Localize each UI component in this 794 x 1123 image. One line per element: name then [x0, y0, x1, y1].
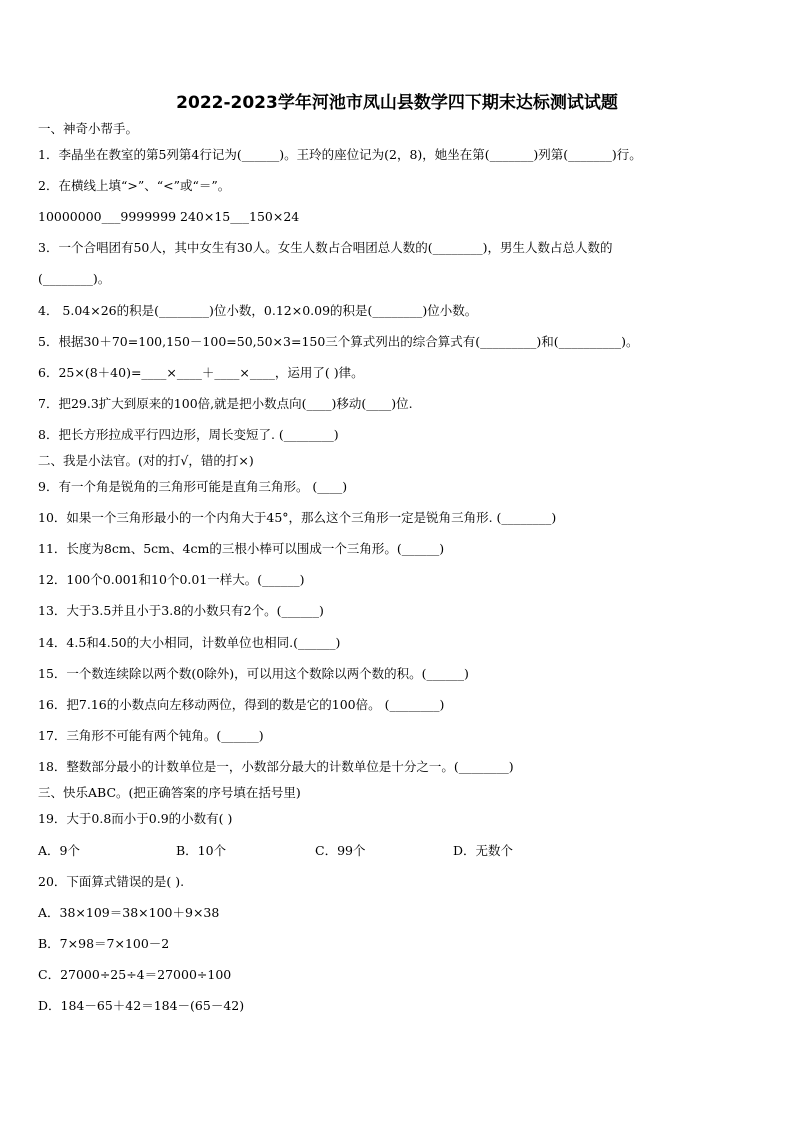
- question-17: 17．三角形不可能有两个钝角。(______): [38, 728, 264, 743]
- question-3-line-2: (________)。: [38, 271, 111, 286]
- question-5: 5．根据30＋70=100,150－100=50,50×3=150三个算式列出的综合算式有(_________)和(__________)。: [38, 334, 639, 349]
- question-20-option-d: D．184－65＋42＝184－(65－42): [38, 998, 245, 1013]
- question-20-option-c: C．27000÷25÷4＝27000÷100: [38, 967, 232, 982]
- question-19-option-d: D．无数个: [453, 843, 514, 858]
- question-13: 13．大于3.5并且小于3.8的小数只有2个。(______): [38, 603, 324, 618]
- question-20-option-b: B．7×98＝7×100－2: [38, 936, 170, 951]
- question-6: 6．25×(8＋40)=____×____＋____×____，运用了( )律。: [38, 365, 364, 380]
- question-3-line-1: 3．一个合唱团有50人，其中女生有30人。女生人数占合唱团总人数的(________)，男生人数占总人数的: [38, 240, 613, 255]
- question-16: 16．把7.16的小数点向左移动两位，得到的数是它的100倍。 (________): [38, 697, 445, 712]
- question-12: 12．100个0.001和10个0.01一样大。(______): [38, 572, 305, 587]
- question-8: 8．把长方形拉成平行四边形，周长变短了. (________): [38, 427, 339, 442]
- question-19-option-b: B．10个: [176, 843, 227, 858]
- question-15: 15．一个数连续除以两个数(0除外)，可以用这个数除以两个数的积。(______): [38, 666, 469, 681]
- question-19: 19．大于0.8而小于0.9的小数有( ): [38, 811, 233, 826]
- question-10: 10．如果一个三角形最小的一个内角大于45°，那么这个三角形一定是锐角三角形. (________): [38, 510, 557, 525]
- section-3-heading: 三、快乐ABC。(把正确答案的序号填在括号里): [38, 785, 301, 800]
- question-18: 18．整数部分最小的计数单位是一，小数部分最大的计数单位是十分之一。(________): [38, 759, 514, 774]
- question-20-option-a: A．38×109＝38×100＋9×38: [38, 905, 220, 920]
- question-2: 2．在横线上填“>”、“<”或“＝”。: [38, 178, 231, 193]
- question-14: 14．4.5和4.50的大小相同，计数单位也相同.(______): [38, 635, 341, 650]
- question-11: 11．长度为8cm、5cm、4cm的三根小棒可以围成一个三角形。(______): [38, 541, 445, 556]
- question-9: 9．有一个角是锐角的三角形可能是直角三角形。 (____): [38, 479, 348, 494]
- question-19-option-a: A．9个: [38, 843, 80, 858]
- section-2-heading: 二、我是小法官。(对的打√，错的打×): [38, 453, 254, 468]
- question-4: 4． 5.04×26的积是(________)位小数，0.12×0.09的积是(________)位小数。: [38, 303, 478, 318]
- page-title: 2022-2023学年河池市凤山县数学四下期末达标测试试题: [176, 93, 618, 113]
- question-1: 1．李晶坐在教室的第5列第4行记为(______)。王玲的座位记为(2，8)，她坐在第(_______)列第(_______)行。: [38, 147, 642, 162]
- question-7: 7．把29.3扩大到原来的100倍,就是把小数点向(____)移动(____)位.: [38, 396, 413, 411]
- question-19-option-c: C．99个: [315, 843, 366, 858]
- question-2-items: 10000000___9999999 240×15___150×24: [38, 209, 300, 224]
- section-1-heading: 一、神奇小帮手。: [38, 121, 139, 136]
- question-20: 20．下面算式错误的是( ).: [38, 874, 185, 889]
